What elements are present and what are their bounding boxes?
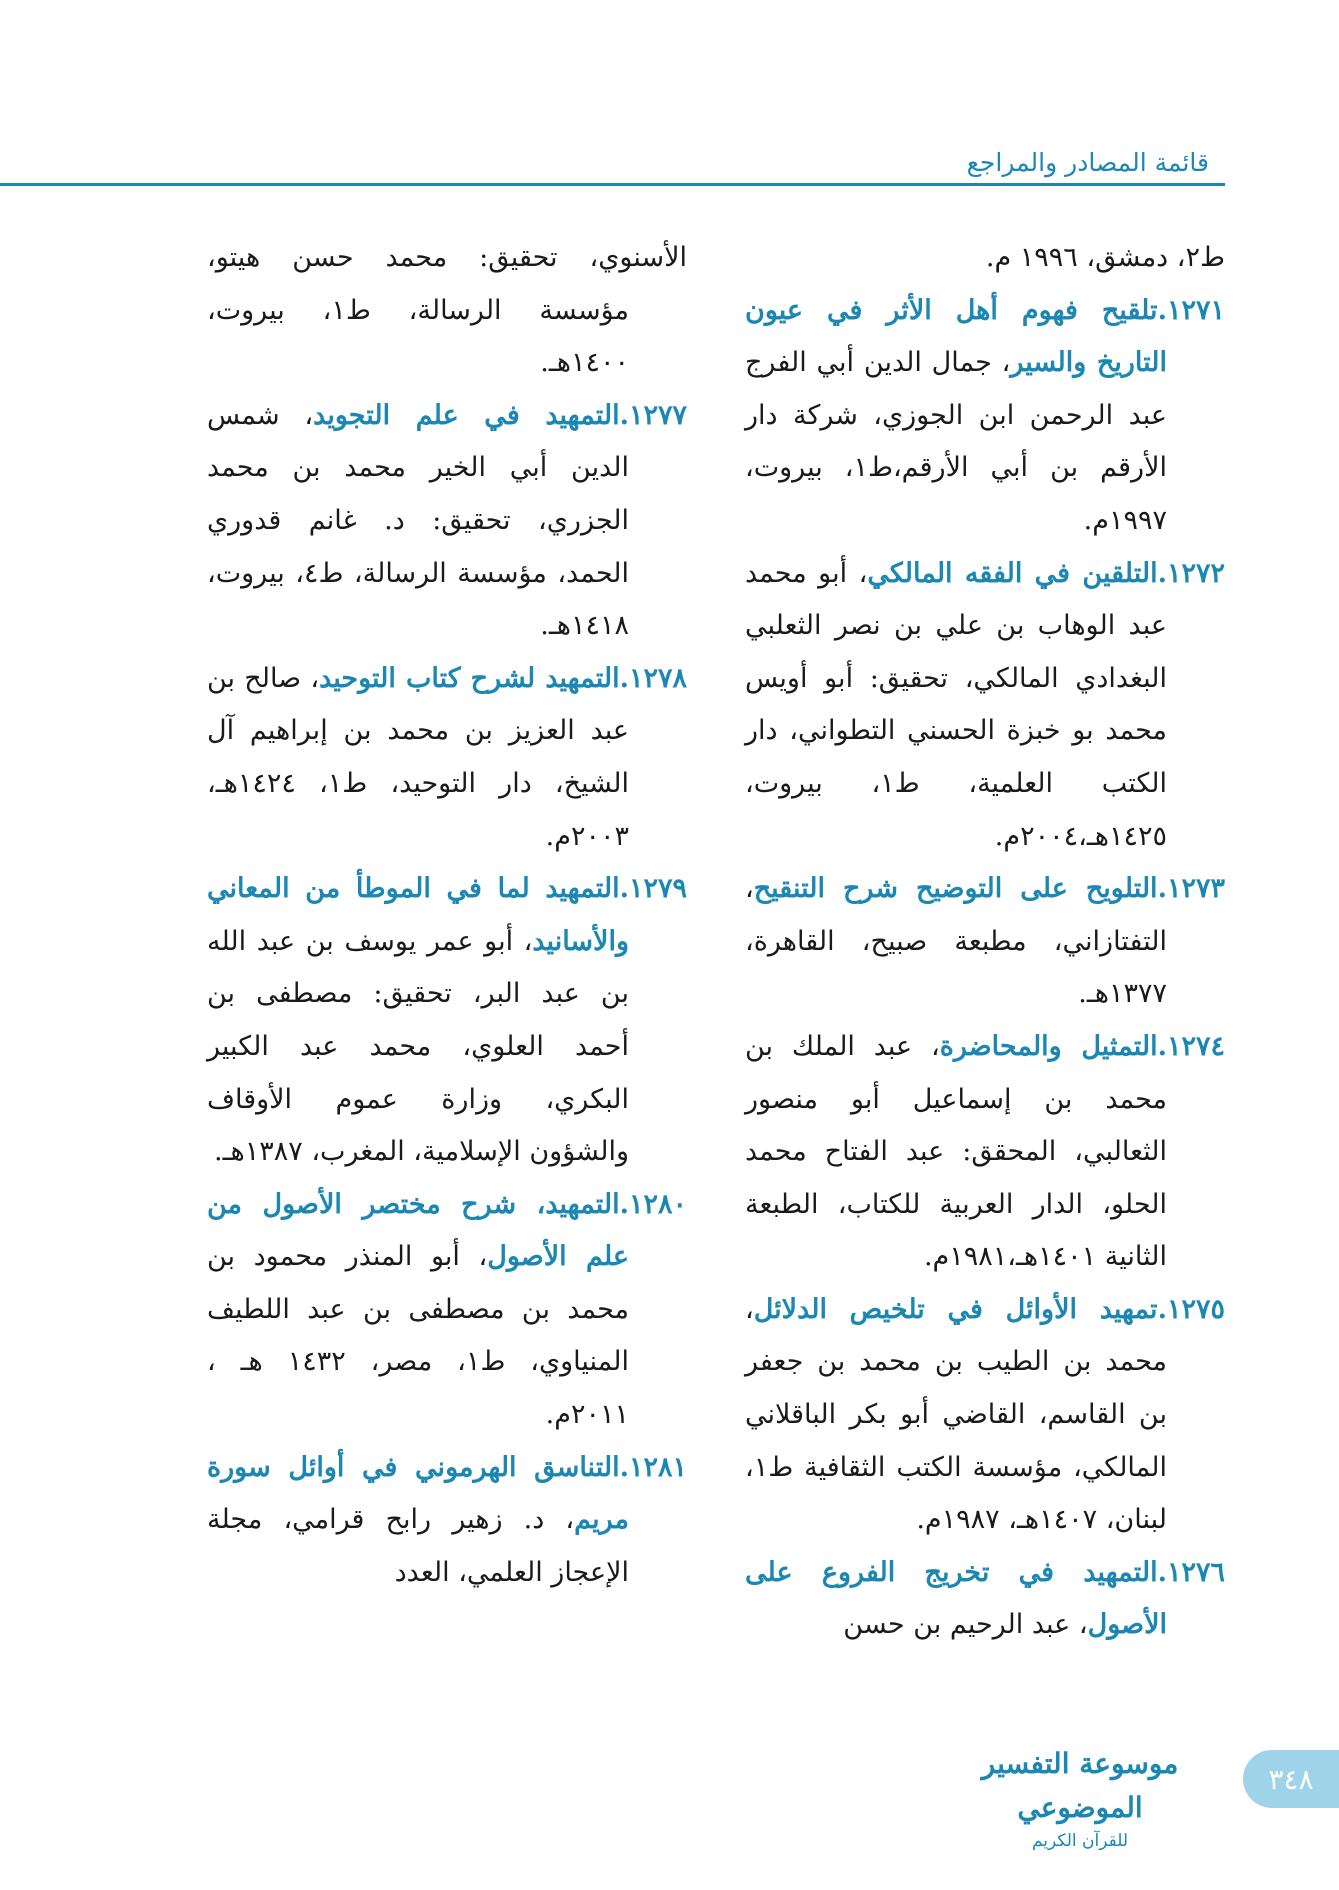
- entry-body: ، شمس الدين أبي الخير محمد بن محمد الجزري، تحقيق: د. غانم قدوري الحمد، مؤسسة الرسالة، ط٤، بيروت، ١٤١٨هـ.: [207, 399, 630, 642]
- entry-body: ، محمد بن الطيب بن محمد بن جعفر بن القاسم، القاضي أبو بكر الباقلاني المالكي، مؤسسة الكتب الثقافية ط١، لبنان، ١٤٠٧هـ، ١٩٨٧م.: [745, 1293, 1167, 1536]
- entry-body: ، عبد الملك بن محمد بن إسماعيل أبو منصور الثعالبي، المحقق: عبد الفتاح محمد الحلو، الدار العربية للكتاب، الطبعة الثانية ١٤٠١هـ،١٩٨١م.: [745, 1030, 1167, 1273]
- reference-entry: [745, 1284, 1225, 1547]
- entry-body: الأسنوي، تحقيق: محمد حسن هيتو، مؤسسة الرسالة، ط١، بيروت، ١٤٠٠هـ.: [207, 242, 687, 379]
- entry-number: ١٢٧٧.: [619, 399, 687, 431]
- entry-number: ١٢٧٢.: [1157, 557, 1225, 589]
- entry-title: التمهيد لما في الموطأ من المعاني والأسانيد: [207, 873, 629, 957]
- reference-entry: [745, 232, 1225, 285]
- entry-body: ، جمال الدين أبي الفرج عبد الرحمن ابن الجوزي، شركة دار الأرقم بن أبي الأرقم،ط١، بيروت، ١٩٩٧م.: [745, 347, 1167, 536]
- entry-body: ، صالح بن عبد العزيز بن محمد بن إبراهيم آل الشيخ، دار التوحيد، ط١، ١٤٢٤هـ، ٢٠٠٣م.: [207, 662, 630, 852]
- entry-number: ١٢٧٨.: [619, 662, 687, 694]
- entry-title: تلقيح فهوم أهل الأثر في عيون التاريخ والسير: [745, 294, 1168, 379]
- entry-title: التمهيد لشرح كتاب التوحيد: [319, 662, 620, 694]
- entry-title: تمهيد الأوائل في تلخيص الدلائل: [753, 1293, 1158, 1325]
- entry-body: ، التفتازاني، مطبعة صبيح، القاهرة، ١٣٧٧هـ.: [745, 873, 1167, 1010]
- encyclopedia-logo: [935, 1742, 1225, 1851]
- entry-number: ١٢٧٦.: [1157, 1556, 1225, 1588]
- reference-entry: [745, 285, 1225, 548]
- entry-body: ط٢، دمشق، ١٩٩٦ م.: [985, 242, 1225, 273]
- entry-title: التمهيد في تخريج الفروع على الأصول: [745, 1556, 1167, 1641]
- logo-line2: للقرآن الكريم: [1031, 1831, 1129, 1851]
- reference-entry: [745, 548, 1225, 864]
- reference-entry: [745, 1021, 1225, 1284]
- entry-title: التناسق الهرموني في أوائل سورة مريم: [207, 1451, 629, 1536]
- entry-body: ، عبد الرحيم بن حسن: [843, 1609, 1088, 1641]
- reference-entry: [207, 863, 687, 1179]
- entry-number: ١٢٨١.: [619, 1451, 687, 1483]
- entry-body: ، أبو المنذر محمود بن محمد بن مصطفى بن عبد اللطيف المنياوي، ط١، مصر، ١٤٣٢ هـ ، ٢٠١١م.: [207, 1241, 629, 1431]
- page-number-badge: [1243, 1750, 1339, 1808]
- header-rule: [0, 183, 1225, 186]
- entry-title: التلقين في الفقه المالكي: [867, 557, 1158, 589]
- entry-number: ١٢٧٣.: [1157, 873, 1225, 905]
- column-left: [207, 232, 687, 1599]
- entry-body: ، أبو عمر يوسف بن عبد الله بن عبد البر، تحقيق: مصطفى بن أحمد العلوي، محمد عبد الكبير البكري، وزارة عموم الأوقاف والشؤون الإسلامية، المغرب، ١٣٨٧هـ.: [207, 925, 629, 1168]
- entry-body: ، أبو محمد عبد الوهاب بن علي بن نصر الثعلبي البغدادي المالكي، تحقيق: أبو أويس محمد بو خبزة الحسني التطواني، دار الكتب العلمية، ط١، بيروت، ١٤٢٥هـ،٢٠٠٤م.: [745, 557, 1167, 852]
- reference-entry: [207, 1442, 687, 1600]
- reference-entry: [207, 390, 687, 653]
- entry-number: ١٢٨٠.: [619, 1188, 687, 1220]
- entry-body: ، د. زهير رابح قرامي، مجلة الإعجاز العلمي، العدد: [207, 1504, 629, 1588]
- page-number: ٣٤٨: [1268, 1762, 1314, 1796]
- reference-entry: [207, 1179, 687, 1442]
- entry-title: التمهيد، شرح مختصر الأصول من علم الأصول: [207, 1188, 630, 1273]
- reference-entry: [207, 232, 687, 390]
- entry-number: ١٢٧١.: [1157, 294, 1225, 326]
- reference-entry: [207, 653, 687, 863]
- entry-title: التمثيل والمحاضرة: [939, 1030, 1158, 1062]
- entry-number: ١٢٧٤.: [1157, 1030, 1225, 1062]
- reference-entry: [745, 863, 1225, 1021]
- column-right: [745, 232, 1225, 1652]
- entry-number: ١٢٧٥.: [1157, 1293, 1225, 1325]
- entry-title: التمهيد في علم التجويد: [313, 399, 620, 431]
- logo-line1: موسوعة التفسير الموضوعي: [981, 1747, 1179, 1824]
- reference-entry: [745, 1547, 1225, 1652]
- entry-number: ١٢٧٩.: [619, 873, 687, 905]
- entry-title: التلويح على التوضيح شرح التنقيح: [753, 873, 1158, 905]
- running-header-title: قائمة المصادر والمراجع: [966, 148, 1209, 177]
